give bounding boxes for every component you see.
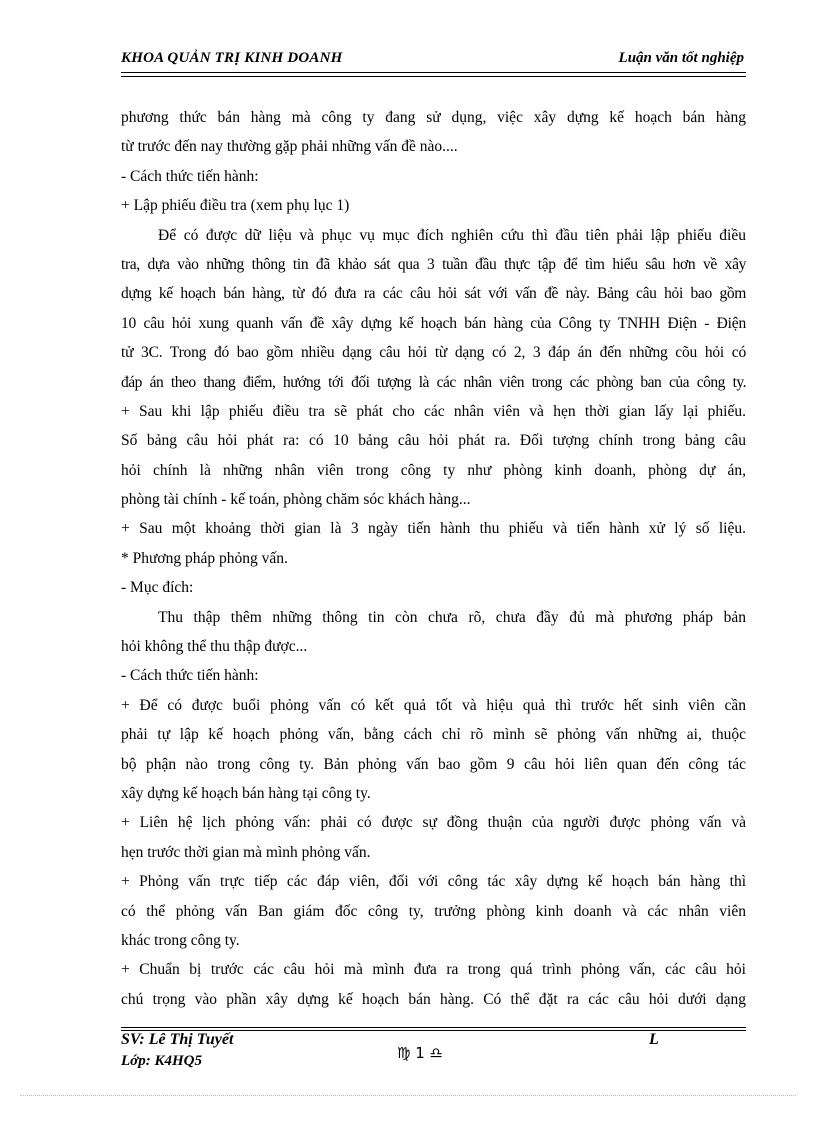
text-line: + Để có được buổi phỏng vấn có kết quả tốt và hiệu quả thì trước hết sinh viên cần <box>121 696 746 714</box>
text-line: Để có được dữ liệu và phục vụ mục đích nghiên cứu thì đầu tiên phải lập phiếu điều <box>158 226 746 244</box>
text-line: - Cách thức tiến hành: <box>121 167 259 185</box>
text-line: phương thức bán hàng mà công ty đang sử dụng, việc xây dựng kế hoạch bán hàng <box>121 109 746 126</box>
text-line: có thể phỏng vấn Ban giám đốc công ty, trưởng phòng kinh doanh và các nhân viên <box>121 902 746 920</box>
text-line: phải tự lập kế hoạch phỏng vấn, bằng cách chỉ rõ mình sẽ phỏng vấn những ai, thuộc <box>121 726 746 744</box>
text-line: * Phương pháp phỏng vấn. <box>121 549 288 567</box>
text-line: hỏi chính là những nhân viên trong công ty như phòng kinh doanh, phòng dự án, <box>121 461 746 479</box>
text-line: xây dựng kế hoạch bán hàng tại công ty. <box>121 784 371 802</box>
text-line: - Mục đích: <box>121 579 194 597</box>
footer-rule <box>121 1027 746 1028</box>
text-line: chú trọng vào phần xây dựng kế hoạch bán hàng. Có thể đặt ra các câu hỏi dưới dạng <box>121 990 746 1008</box>
text-line: Số bảng câu hỏi phát ra: có 10 bảng câu hỏi phát ra. Đối tượng chính trong bảng câu <box>121 432 746 450</box>
text-line: + Chuẩn bị trước các câu hỏi mà mình đưa ra trong quá trình phỏng vấn, các câu hỏi <box>121 961 746 979</box>
text-line: đáp án theo thang điểm, hướng tới đối tượng là các nhân viên trong các phòng ban của công ty. <box>121 373 746 391</box>
page-header <box>121 46 746 73</box>
text-line: khác trong công ty. <box>121 931 240 949</box>
student-class: Lớp: K4HQ5 <box>121 1053 202 1069</box>
faculty-title: KHOA QUẢN TRỊ KINH DOANH <box>121 50 343 66</box>
text-line: dựng kế hoạch bán hàng, từ đó đưa ra các câu hỏi sát với vấn đề này. Bảng câu hỏi bao gồm <box>121 285 746 303</box>
text-line: 10 câu hỏi xung quanh vấn đề xây dựng kế hoạch bán hàng của Công ty TNHH Điện - Điện <box>121 314 746 332</box>
text-line: hẹn trước thời gian mà mình phỏng vấn. <box>121 843 371 861</box>
text-line: Thu thập thêm những thông tin còn chưa rõ, chưa đầy đủ mà phương pháp bản <box>158 608 746 626</box>
text-line: phòng tài chính - kế toán, phòng chăm sóc khách hàng... <box>121 491 471 509</box>
text-line: + Phỏng vấn trực tiếp các đáp viên, đối với công tác xây dựng kế hoạch bán hàng thì <box>121 873 746 891</box>
footer-mark: L <box>649 1031 659 1048</box>
body-text <box>121 103 746 1014</box>
thesis-label: Luận văn tốt nghiệp <box>618 50 744 66</box>
text-line: + Sau một khoảng thời gian là 3 ngày tiến hành thu phiếu và tiến hành xử lý số liệu. <box>121 520 746 538</box>
student-name: SV: Lê Thị Tuyết <box>121 1031 234 1048</box>
text-line: hỏi không thể thu thập được... <box>121 638 308 656</box>
text-line: + Liên hệ lịch phỏng vấn: phải có được sự đồng thuận của người được phỏng vấn và <box>121 814 746 832</box>
page-footer <box>121 1027 746 1069</box>
header-rule <box>121 76 746 77</box>
page-boundary <box>20 1095 796 1096</box>
text-line: từ trước đến nay thường gặp phải những vấn đề nào.... <box>121 138 458 156</box>
text-line: - Cách thức tiến hành: <box>121 667 259 685</box>
text-line: bộ phận nào trong công ty. Bản phỏng vấn bao gồm 9 câu hỏi liên quan đến công tác <box>121 755 746 773</box>
text-line: tử 3C. Trong đó bao gồm nhiều dạng câu hỏi từ dạng có 2, 3 đáp án đến những cõu hỏi có <box>121 344 746 362</box>
text-line: + Lập phiếu điều tra (xem phụ lục 1) <box>121 197 350 215</box>
text-line: tra, dựa vào những thông tin đã khảo sát qua 3 tuần đầu thực tập để tìm hiểu sâu hơn về xây <box>121 255 746 273</box>
text-line: + Sau khi lập phiếu điều tra sẽ phát cho các nhân viên và hẹn thời gian lấy lại phiếu. <box>121 402 746 420</box>
page-number: ♍ 1 ♎ <box>397 1044 443 1062</box>
